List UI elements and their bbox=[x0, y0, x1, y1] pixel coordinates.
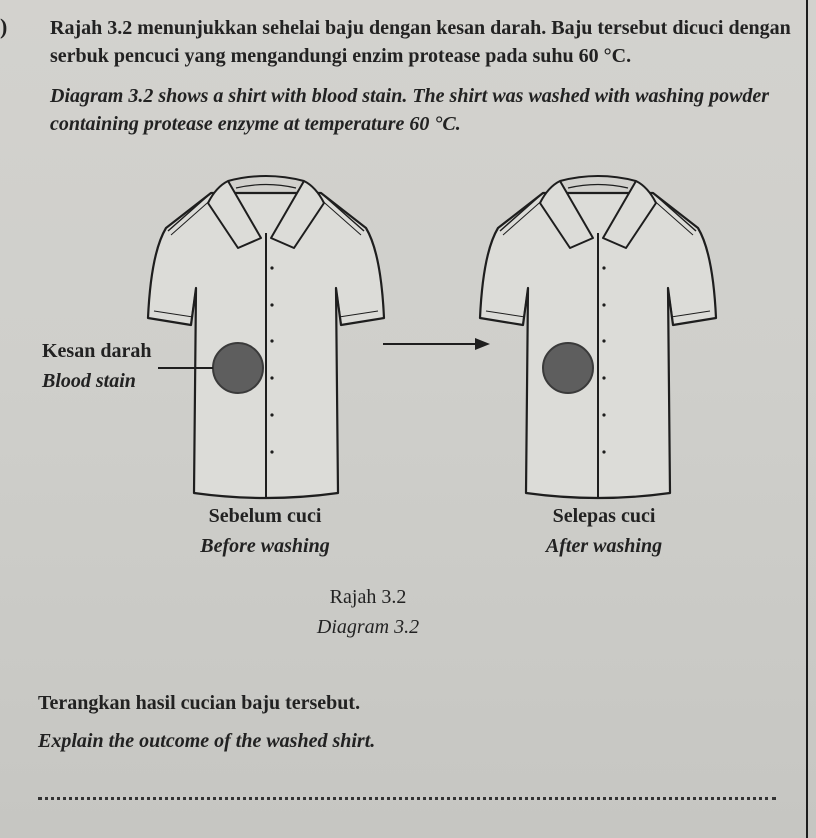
after-label-english: After washing bbox=[545, 535, 663, 557]
shirt-after-washing bbox=[480, 176, 716, 499]
arrow-right-icon bbox=[383, 338, 490, 350]
shirt-before-washing bbox=[148, 176, 384, 499]
before-label-malay: Sebelum cuci bbox=[208, 505, 322, 527]
blood-stain-before bbox=[213, 343, 263, 393]
prompt-english: Explain the outcome of the washed shirt. bbox=[38, 730, 376, 752]
diagram-caption-english: Diagram 3.2 bbox=[316, 616, 420, 638]
stain-label-english: Blood stain bbox=[42, 370, 136, 392]
answer-line[interactable] bbox=[38, 797, 776, 800]
stain-label-malay: Kesan darah bbox=[42, 340, 152, 362]
question-number-fragment: ) bbox=[0, 14, 8, 39]
diagram-caption-malay: Rajah 3.2 bbox=[329, 586, 407, 608]
blood-stain-after bbox=[543, 343, 593, 393]
question-text-english: Diagram 3.2 shows a shirt with blood stain. The shirt was washed with washing powder containing protease enzyme at temperature 60 °C. bbox=[50, 85, 770, 135]
after-label-malay: Selepas cuci bbox=[552, 505, 656, 527]
before-label-english: Before washing bbox=[200, 535, 330, 557]
prompt-malay: Terangkan hasil cucian baju tersebut. bbox=[38, 692, 361, 714]
question-text-malay: Rajah 3.2 menunjukkan sehelai baju dengan kesan darah. Baju tersebut dicuci dengan serbuk pencuci yang mengandungi enzim protease pada suhu 60 °C. bbox=[50, 17, 791, 67]
